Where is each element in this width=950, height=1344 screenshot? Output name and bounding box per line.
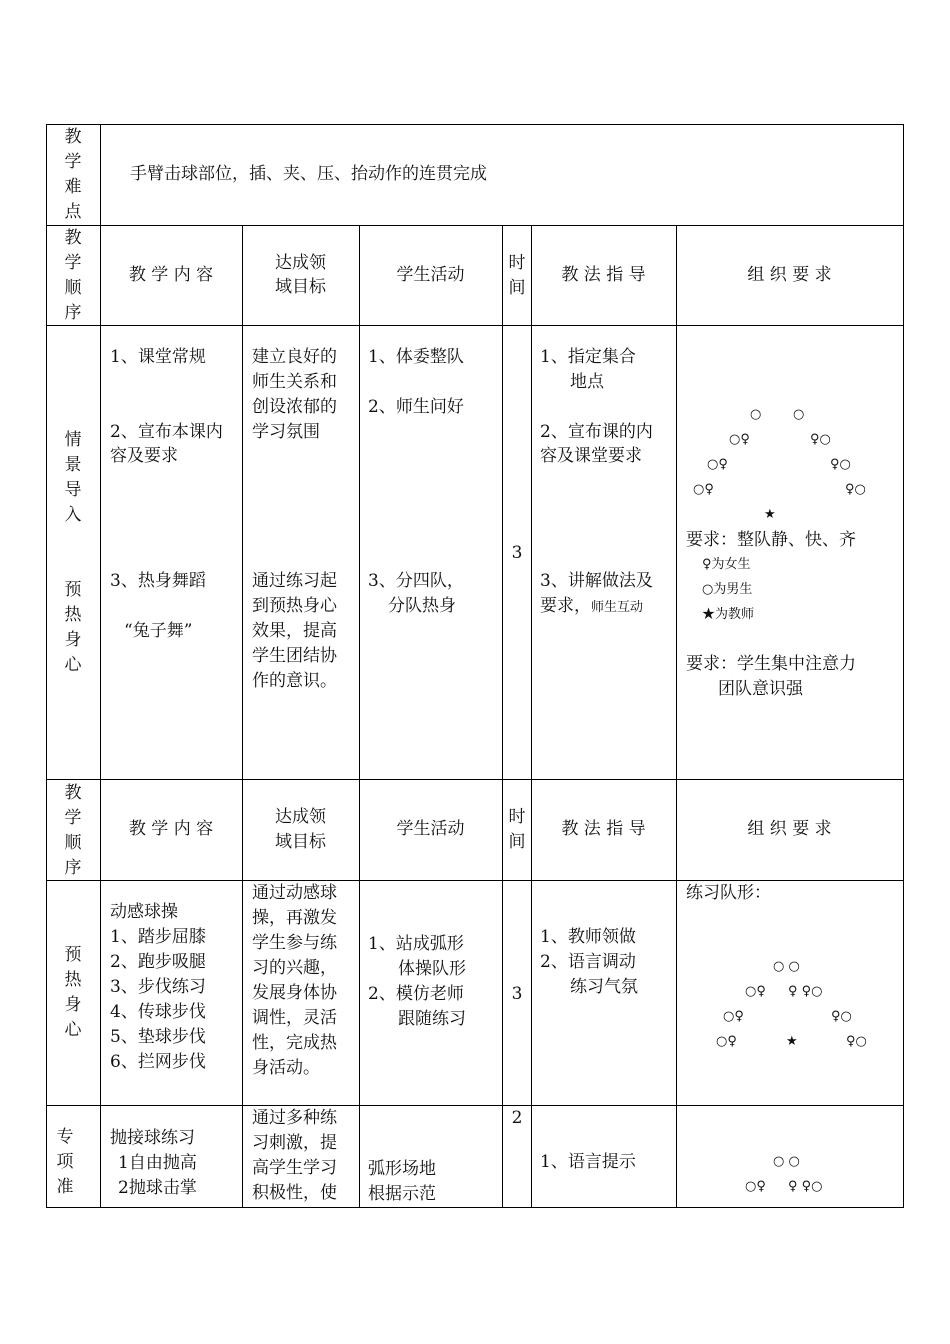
table-border-right xyxy=(903,124,904,1208)
s1-time: 3 xyxy=(511,543,523,563)
table-col-rule xyxy=(242,225,243,1208)
boy-girl-icon: ○♀ xyxy=(693,482,714,497)
header-goal-line2: 域目标 xyxy=(275,277,326,297)
girl-boy-icon: ♀ ♀○ xyxy=(788,984,823,999)
s2-activity-2-l2: 跟随练习 xyxy=(398,1009,466,1029)
boy-girl-icon: ○♀ xyxy=(729,432,750,447)
legend-teacher: ★为教师 xyxy=(702,607,755,622)
section2-label: 预 热 身 心 xyxy=(64,945,82,1040)
header2-content: 教 学 内 容 xyxy=(128,819,214,839)
s2-activity-1-l1: 1、站成弧形 xyxy=(368,934,464,954)
header2-time: 时 间 xyxy=(508,807,526,852)
girl-boy-icon: ♀ ♀○ xyxy=(788,1179,823,1194)
table-col-rule xyxy=(531,225,532,1208)
girl-boy-icon: ♀○ xyxy=(831,1009,852,1024)
section1-label-a: 情 景 导 入 xyxy=(64,430,82,525)
boy-girl-icon: ○♀ xyxy=(745,1179,766,1194)
s1-method-3-l2: 要求，师生互动 xyxy=(540,596,644,616)
s1-activity-3-l2: 分队热身 xyxy=(388,596,456,616)
s1-org-req1: 要求：整队静、快、齐 xyxy=(686,530,856,550)
boy-girl-icon: ○♀ xyxy=(707,457,728,472)
table-col-rule xyxy=(359,225,360,1208)
s1-method-2-l2: 容及课堂要求 xyxy=(540,446,642,466)
s1-activity-2: 2、师生问好 xyxy=(368,397,464,417)
table-border-left xyxy=(46,124,47,1208)
table-rule xyxy=(46,225,904,226)
table-col-rule xyxy=(676,225,677,1208)
section3-label: 专 项 准 xyxy=(56,1127,74,1197)
header-activity: 学生活动 xyxy=(396,265,465,285)
table-rule xyxy=(46,880,904,881)
header2-goal-line1: 达成领 xyxy=(275,807,326,827)
header2-method: 教 法 指 导 xyxy=(561,819,646,839)
girl-boy-icon: ♀○ xyxy=(845,482,866,497)
girl-boy-icon: ♀○ xyxy=(810,432,831,447)
header-content: 教 学 内 容 xyxy=(128,265,214,285)
s1-org-req2-l1: 要求：学生集中注意力 xyxy=(686,654,856,674)
s3-method-1: 1、语言提示 xyxy=(540,1152,636,1172)
s1-method-3-small: 师生互动 xyxy=(591,600,644,615)
s1-content-item3: 3、热身舞蹈 xyxy=(110,571,206,591)
section1-label-b: 预 热 身 心 xyxy=(64,580,82,675)
table-border-top xyxy=(46,124,904,125)
header-time: 时 间 xyxy=(508,253,526,298)
s1-method-1-l1: 1、指定集合 xyxy=(540,347,636,367)
s2-method-2-l1: 2、语言调动 xyxy=(540,952,636,972)
header-org: 组 织 要 求 xyxy=(747,265,832,285)
legend-boy: ○为男生 xyxy=(702,582,753,597)
s1-org-req2-l2: 团队意识强 xyxy=(718,679,803,699)
table-rule xyxy=(46,779,904,780)
boy-icon: ○ ○ xyxy=(773,959,800,974)
s2-time: 3 xyxy=(511,984,523,1004)
s2-activity-2-l1: 2、模仿老师 xyxy=(368,984,464,1004)
s1-content-item2-l1: 2、宣布本课内 xyxy=(110,422,223,442)
boy-icon: ○ xyxy=(793,407,805,422)
s1-method-3-l1: 3、讲解做法及 xyxy=(540,571,653,591)
s2-method-1: 1、教师领做 xyxy=(540,927,636,947)
boy-girl-icon: ○♀ xyxy=(723,1009,744,1024)
lesson-plan-page: 教 学 难 点 手臂击球部位，插、夹、压、抬动作的连贯完成 教 学 顺 序 教 学 内 容 达成领 域目标 学生活动 时 间 教 法 指 导 组 织 要 求 情 景 导 入 预 热 身 心 1、课堂常规 2、宣布本课内 容及要求 3、热身舞蹈 “兔子舞” 建立良好的 师生关系和 创设浓郁的 学习氛围 通过练习起 到预热身心 效果，提高 学生团结协 作的意识。 1、体委整队 2、师生问好 3、分四队， 分队热身 3 1、指定集合 地点 2、宣布课的内 容及课堂要求 3、讲解做法及 要求，师生互动 ○ ○ ○♀ ♀○ ○♀ ♀○ ○♀ ♀○ ★ 要求：整队静、快、齐 ♀为女生 ○为男生 ★为教师 要求：学生集中注意力 团队意识强 教 学 顺 序 教 学 内 容 达成领 域目标 学生活动 时 间 教 法 指 导 组 织 要 求 预 热 身 心 动感球操 1、踏步屈膝 2、跑步吸腿 3、步伐练习 4、传球步伐 5、垫球步伐 6、拦网步伐 通过动感球 操，再激发 学生参与练 习的兴趣， 发展身体协 调性，灵活 性，完成热 身活动。 1、站成弧形 体操队形 2、模仿老师 跟随练习 3 1、教师领做 2、语言调动 练习气氛 练习队形： ○ ○ ○♀ ♀ ♀○ ○♀ ♀○ ○♀ ★ ♀○ 专 项 准 抛接球练习 1自由抛高 2抛球击掌 通过多种练 习刺激，提 高学生学习 积极性，使 弧形场地 根据示范 2 1、语言提示 ○ ○ ○♀ ♀ ♀○ xyxy=(0,0,950,1344)
s1-content-item1: 1、课堂常规 xyxy=(110,347,206,367)
legend-girl: ♀为女生 xyxy=(702,557,751,572)
s3-activity-1: 弧形场地 xyxy=(368,1159,436,1179)
boy-girl-icon: ○♀ xyxy=(716,1034,737,1049)
s2-activity-1-l2: 体操队形 xyxy=(398,959,466,979)
s3-activity-2: 根据示范 xyxy=(368,1184,436,1204)
header-method: 教 法 指 导 xyxy=(561,265,646,285)
boy-icon: ○ ○ xyxy=(773,1154,800,1169)
s2-org-title: 练习队形： xyxy=(686,883,771,903)
teacher-star-icon: ★ xyxy=(764,507,776,522)
table-rule xyxy=(46,1105,904,1106)
order-label: 教 学 顺 序 xyxy=(64,228,82,323)
girl-boy-icon: ♀○ xyxy=(846,1034,867,1049)
s1-content-item3-sub: “兔子舞” xyxy=(124,621,193,641)
s1-method-2-l1: 2、宣布课的内 xyxy=(540,422,653,442)
table-rule xyxy=(46,325,904,326)
s1-content-item2-l2: 容及要求 xyxy=(110,446,178,466)
s1-activity-3-l1: 3、分四队， xyxy=(368,571,464,591)
header2-org: 组 织 要 求 xyxy=(747,819,832,839)
s1-method-1-l2: 地点 xyxy=(570,372,604,392)
s1-activity-1: 1、体委整队 xyxy=(368,347,464,367)
header-goal-line1: 达成领 xyxy=(275,253,326,273)
table-col-rule xyxy=(502,225,503,1208)
s2-method-2-l2: 练习气氛 xyxy=(570,977,638,997)
boy-girl-icon: ○♀ xyxy=(745,984,766,999)
boy-icon: ○ xyxy=(750,407,762,422)
table-border-bottom xyxy=(46,1207,904,1208)
difficulty-text: 手臂击球部位，插、夹、压、抬动作的连贯完成 xyxy=(130,164,487,184)
header2-goal-line2: 域目标 xyxy=(275,832,326,852)
order-label-2: 教 学 顺 序 xyxy=(64,783,82,878)
s3-time: 2 xyxy=(511,1108,523,1128)
teacher-star-icon: ★ xyxy=(786,1034,798,1049)
header2-activity: 学生活动 xyxy=(396,819,465,839)
difficulty-label: 教 学 难 点 xyxy=(64,127,82,222)
girl-boy-icon: ♀○ xyxy=(830,457,851,472)
